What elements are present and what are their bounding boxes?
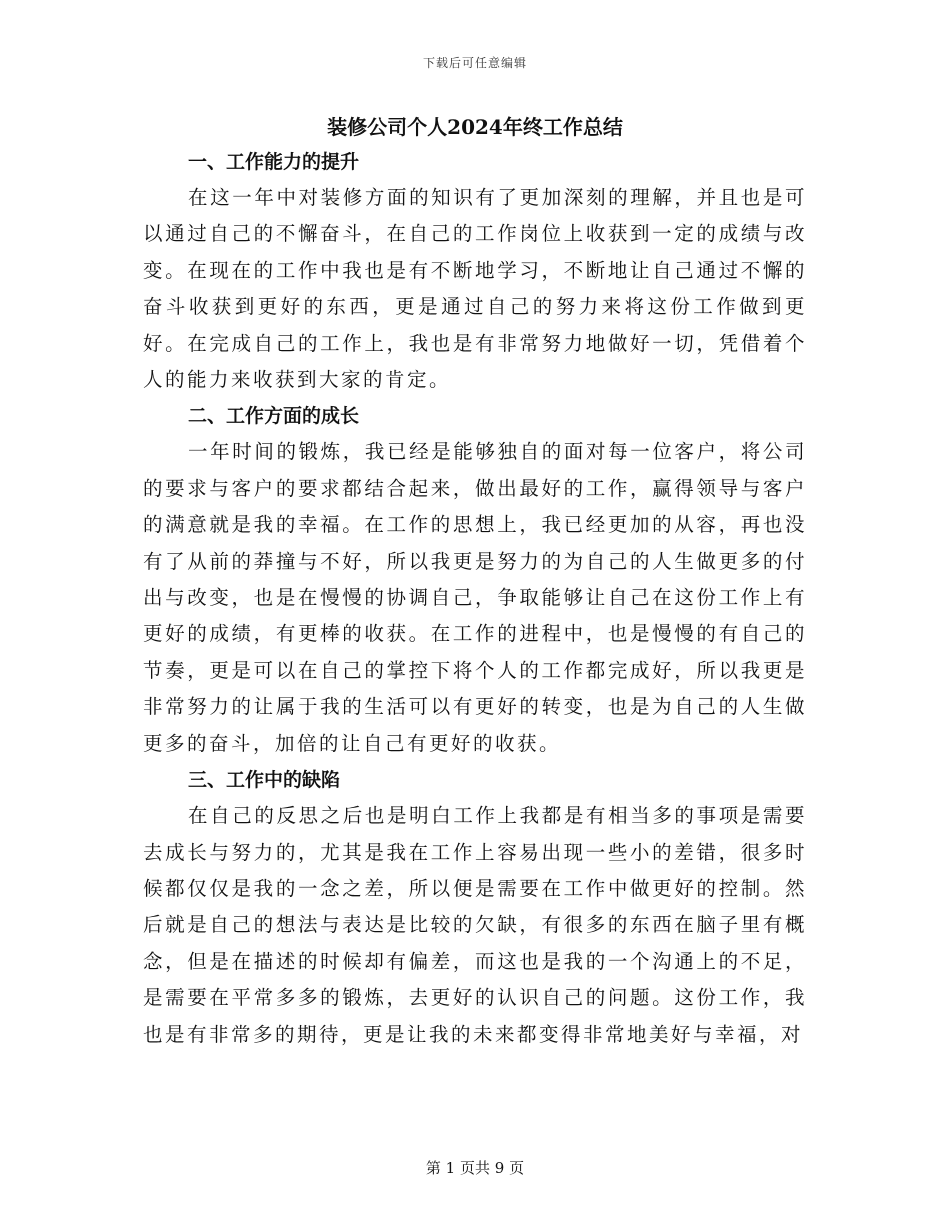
section-paragraph: 在这一年中对装修方面的知识有了更加深刻的理解，并且也是可以通过自己的不懈奋斗，在自己的工作岗位上收获到一定的成绩与改变。在现在的工作中我也是有不断地学习，不断地让自己通过不懈的奋斗收获到更好的东西，更是通过自己的努力来将这份工作做到更好。在完成自己的工作上，我也是有非常努力地做好一切，凭借着个人的能力来收获到大家的肯定。 (143, 186, 807, 392)
section-heading: 二、工作方面的成长 (188, 405, 360, 428)
document-body (143, 110, 807, 1053)
section-heading: 一、工作能力的提升 (188, 151, 360, 173)
section-3 (143, 762, 807, 1053)
section-heading: 三、工作中的缺陷 (188, 769, 341, 792)
section-1 (143, 144, 807, 398)
page-footer: 第 1 页共 9 页 (425, 1159, 525, 1177)
header-note: 下载后可任意编辑 (422, 56, 527, 70)
section-paragraph: 一年时间的锻炼，我已经是能够独自的面对每一位客户，将公司的要求与客户的要求都结合起来，做出最好的工作，赢得领导与客户的满意就是我的幸福。在工作的思想上，我已经更加的从容，再也没有了从前的莽撞与不好，所以我更是努力的为自己的人生做更多的付出与改变，也是在慢慢的协调自己，争取能够让自己在这份工作上有更好的成绩，有更棒的收获。在工作的进程中，也是慢慢的有自己的节奏，更是可以在自己的掌控下将个人的工作都完成好，所以我更是非常努力的让属于我的生活可以有更好的转变，也是为自己的人生做更多的奋斗，加倍的让自己有更好的收获。 (143, 440, 807, 755)
section-2 (143, 398, 807, 762)
section-paragraph: 在自己的反思之后也是明白工作上我都是有相当多的事项是需要去成长与努力的，尤其是我在工作上容易出现一些小的差错，很多时候都仅仅是我的一念之差，所以便是需要在工作中做更好的控制。然后就是自己的想法与表达是比较的欠缺，有很多的东西在脑子里有概念，但是在描述的时候却有偏差，而这也是我的一个沟通上的不足，是需要在平常多多的锻炼，去更好的认识自己的问题。这份工作，我也是有非常多的期待，更是让我的未来都变得非常地美好与幸福，对 (143, 804, 807, 1046)
document-title: 装修公司个人2024年终工作总结 (327, 115, 623, 139)
